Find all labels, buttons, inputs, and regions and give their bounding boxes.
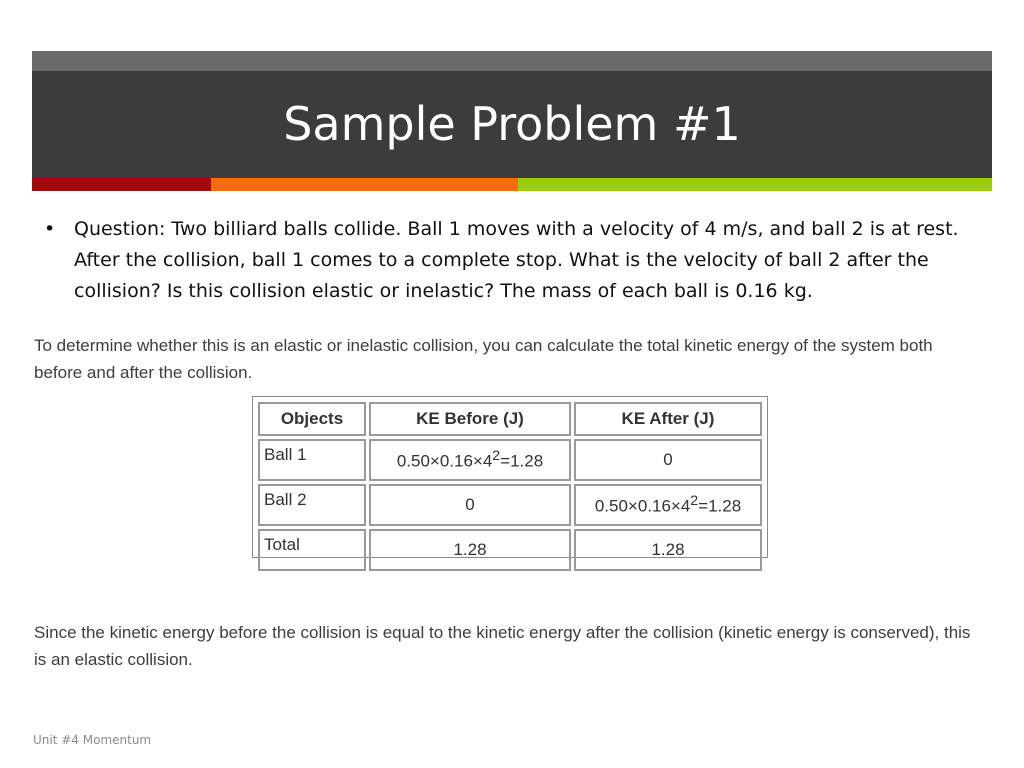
cell-ke-after [574,484,762,526]
cell-object: Ball 2 [258,484,366,526]
title-bar [32,71,992,178]
question-text: Question: Two billiard balls collide. Ball 1 moves with a velocity of 4 m/s, and ball 2 is at rest. After the collision, ball 1 comes to a complete stop. What is the velocity of ball 2 after the collision? Is this collision elastic or inelastic? The mass of each ball is 0.16 kg. [74,218,959,302]
cell-object: Ball 1 [258,439,366,481]
bullet-marker: • [44,218,56,240]
question-bullet [44,214,974,330]
cell-ke-after: 1.28 [574,529,762,571]
accent-bar-red [32,178,211,191]
cell-ke-before: 1.28 [369,529,571,571]
slide-title: Sample Problem #1 [283,97,741,151]
formula-result: =1.28 [500,451,544,471]
cell-ke-after: 0 [574,439,762,481]
table-row [258,529,762,571]
cell-ke-before: 0 [369,484,571,526]
formula-result: =1.28 [698,496,742,516]
table-row [258,484,762,526]
title-top-strip [32,51,992,71]
formula-exponent: 2 [492,448,501,465]
slide-footer: Unit #4 Momentum [33,733,152,747]
accent-bar-green [518,178,992,191]
header-objects: Objects [258,402,366,436]
table-row [258,439,762,481]
header-ke-before: KE Before (J) [369,402,571,436]
formula-base: 0.50×0.16×4 [396,451,493,471]
conclusion-paragraph: Since the kinetic energy before the collision is equal to the kinetic energy after the collision (kinetic energy is conserved), this is an elastic collision. [34,623,971,669]
table-header-row [258,402,762,436]
ke-table [252,396,768,558]
header-ke-after: KE After (J) [574,402,762,436]
formula-exponent: 2 [690,493,699,510]
intro-paragraph: To determine whether this is an elastic or inelastic collision, you can calculate the total kinetic energy of the system both before and after the collision. [34,332,984,386]
accent-bar-orange [211,178,518,191]
cell-object: Total [258,529,366,571]
cell-ke-before [369,439,571,481]
formula-base: 0.50×0.16×4 [594,496,691,516]
